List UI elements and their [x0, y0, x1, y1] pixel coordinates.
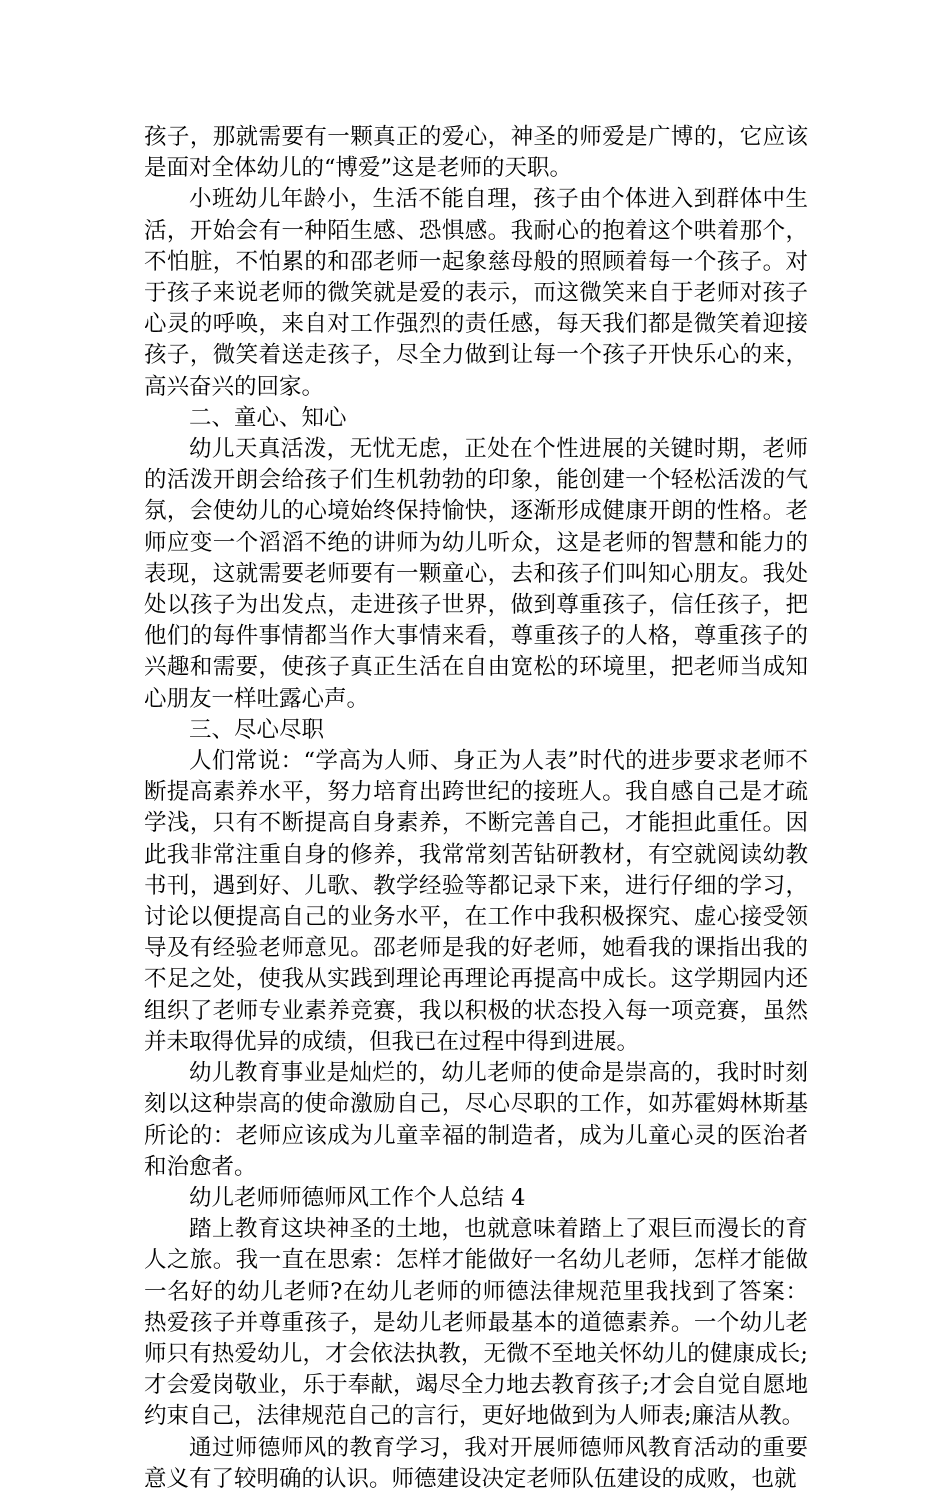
section-heading-dedication: 三、尽心尽职	[189, 716, 325, 743]
paragraph-body: 人们常说：“学高为人师、身正为人表”时代的进步要求老师不断提高素养水平，努力培育出跨世纪的接班人。我自感自己是才疏学浅，只有不断提高自身素养，不断完善自己，才能担此重任。因此我非常注重自身的修养，我常常刻苦钻研教材，有空就阅读幼教书刊，遇到好、儿歌、教学经验等都记录下来，进行仔细的学习，讨论以便提高自己的业务水平，在工作中我积极探究、虚心接受领导及有经验老师意见。邵老师是我的好老师，她看我的课指出我的不足之处，使我从实践到理论再理论再提高中成长。这学期园内还组织了老师专业素养竞赛，我以积极的状态投入每一项竞赛，虽然并未取得优异的成绩，但我已在过程中得到进展。	[144, 748, 808, 1055]
paragraph-continuation: 孩子，那就需要有一颗真正的爱心，神圣的师爱是广博的，它应该是面对全体幼儿的“博爱”这是老师的天职。	[144, 124, 808, 182]
paragraph-body: 小班幼儿年龄小，生活不能自理，孩子由个体进入到群体中生活，开始会有一种陌生感、恐惧感。我耐心的抱着这个哄着那个，不怕脏，不怕累的和邵老师一起象慈母般的照顾着每一个孩子。对于孩子来说老师的微笑就是爱的表示，而这微笑来自于老师对孩子心灵的呼唤，来自对工作强烈的责任感，每天我们都是微笑着迎接孩子，微笑着送走孩子，尽全力做到让每一个孩子开快乐心的来，高兴奋兴的回家。	[144, 186, 808, 400]
paragraph-body: 踏上教育这块神圣的土地，也就意味着踏上了艰巨而漫长的育人之旅。我一直在思索：怎样才能做好一名幼儿老师，怎样才能做一名好的幼儿老师?在幼儿老师的师德法律规范里我找到了答案：热爱孩子并尊重孩子，是幼儿老师最基本的道德素养。一个幼儿老师只有热爱幼儿，才会依法执教，无微不至地关怀幼儿的健康成长;才会爱岗敬业，乐于奉献，竭尽全力地去教育孩子;才会自觉自愿地约束自己，法律规范自己的言行，更好地做到为人师表;廉洁从教。	[144, 1216, 808, 1430]
paragraph-body: 通过师德师风的教育学习，我对开展师德师风教育活动的重要意义有了较明确的认识。师德建设决定老师队伍建设的成败，也就	[144, 1434, 808, 1492]
section-heading-childlike-heart: 二、童心、知心	[189, 404, 347, 431]
paragraph-body: 幼儿教育事业是灿烂的，幼儿老师的使命是崇高的，我时时刻刻以这种崇高的使命激励自己，尽心尽职的工作，如苏霍姆林斯基所论的：老师应该成为儿童幸福的制造者，成为儿童心灵的医治者和治愈者。	[144, 1060, 808, 1180]
section-title-summary-4: 幼儿老师师德师风工作个人总结 4	[189, 1184, 526, 1211]
paragraph-body: 幼儿天真活泼，无忧无虑，正处在个性进展的关键时期，老师的活泼开朗会给孩子们生机勃勃的印象，能创建一个轻松活泼的气氛，会使幼儿的心境始终保持愉快，逐渐形成健康开朗的性格。老师应变一个滔滔不绝的讲师为幼儿听众，这是老师的智慧和能力的表现，这就需要老师要有一颗童心，去和孩子们叫知心朋友。我处处以孩子为出发点，走进孩子世界，做到尊重孩子，信任孩子，把他们的每件事情都当作大事情来看，尊重孩子的人格，尊重孩子的兴趣和需要，使孩子真正生活在自由宽松的环境里，把老师当成知心朋友一样吐露心声。	[144, 436, 808, 712]
document-page	[144, 122, 808, 1495]
